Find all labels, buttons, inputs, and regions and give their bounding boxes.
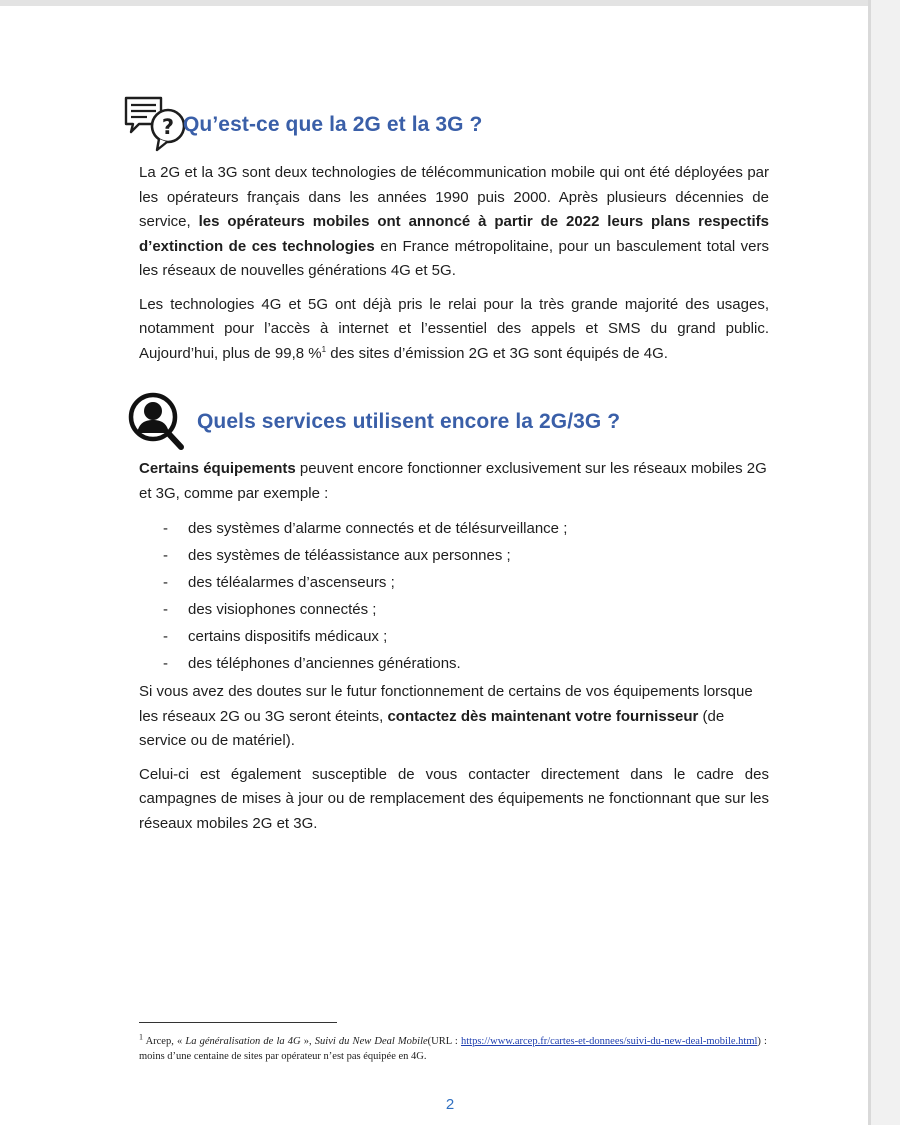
- paragraph: Si vous avez des doutes sur le futur fonctionnement de certains de vos équipements lorsque les réseaux 2G ou 3G seront éteints, contactez dès maintenant votre fournisseur (de service ou de matériel).: [139, 683, 753, 749]
- list-item: - des systèmes de téléassistance aux personnes ;: [163, 547, 511, 564]
- page-number: 2: [445, 1096, 455, 1113]
- list-item: - des visiophones connectés ;: [163, 601, 377, 618]
- person-magnifier-icon: [127, 391, 193, 453]
- paragraph: Certains équipements peuvent encore fonctionner exclusivement sur les réseaux mobiles 2G et 3G, comme par exemple :: [139, 460, 767, 502]
- paragraph: Celui-ci est également susceptible de vous contacter directement dans le cadre des campagnes de mises à jour ou de remplacement des équipements ne fonctionnant que sur les réseaux mobiles 2G et 3G.: [139, 765, 769, 832]
- footnote-separator: [139, 1022, 337, 1023]
- list-item: - des téléalarmes d’ascenseurs ;: [163, 574, 395, 591]
- section-heading: [125, 94, 769, 156]
- section-services: [139, 391, 769, 845]
- svg-text:?: ?: [161, 115, 175, 139]
- footnote-reference[interactable]: 1: [321, 344, 327, 354]
- list-item: - des systèmes d’alarme connectés et de télésurveillance ;: [163, 520, 568, 537]
- list-item: - des téléphones d’anciennes générations.: [163, 655, 461, 672]
- section-2g-3g: [139, 94, 769, 375]
- speech-bubble-question-icon: [123, 94, 189, 156]
- section-title: Qu’est-ce que la 2G et la 3G ?: [183, 113, 483, 136]
- list-item: - certains dispositifs médicaux ;: [163, 628, 388, 645]
- viewer-scrollbar[interactable]: [868, 0, 900, 1125]
- section-title: Quels services utilisent encore la 2G/3G ?: [197, 410, 621, 433]
- document-page: [0, 6, 865, 1125]
- section-heading: [129, 391, 769, 453]
- paragraph: La 2G et la 3G sont deux technologies de télécommunication mobile qui ont été déployées par les opérateurs français dans les années 1990 puis 2000. Après plusieurs décennies de service, les opérateurs mobiles ont annoncé à partir de 2022 leurs plans respectifs d’extinction de ces technologies en France métropolitaine, pour un basculement total vers les réseaux de nouvelles générations 4G et 5G.: [139, 164, 770, 279]
- footnote: $^1$ Arcep, « La généralisation de la 4G », Suivi du New Deal Mobile(URL : https://www.arcep.fr/cartes-et-donnees/suivi-du-new-deal-mobile.html) : moins d’une centaine de sites par opérateur n’est pas équipée en 4G.: [139, 1032, 767, 1062]
- paragraph: Les technologies 4G et 5G ont déjà pris le relai pour la très grande majorité des usages, notamment pour l’accès à internet et l’essentiel des appels et SMS du grand public. Aujourd’hui, plus de 99,8 %$^1$ des sites d’émission 2G et 3G sont équipés de 4G.: [139, 295, 769, 362]
- footnote-marker: 1: [139, 1032, 143, 1042]
- equipment-list: [139, 515, 769, 677]
- footnote-link[interactable]: https://www.arcep.fr/cartes-et-donnees/suivi-du-new-deal-mobile.html: [460, 1036, 758, 1047]
